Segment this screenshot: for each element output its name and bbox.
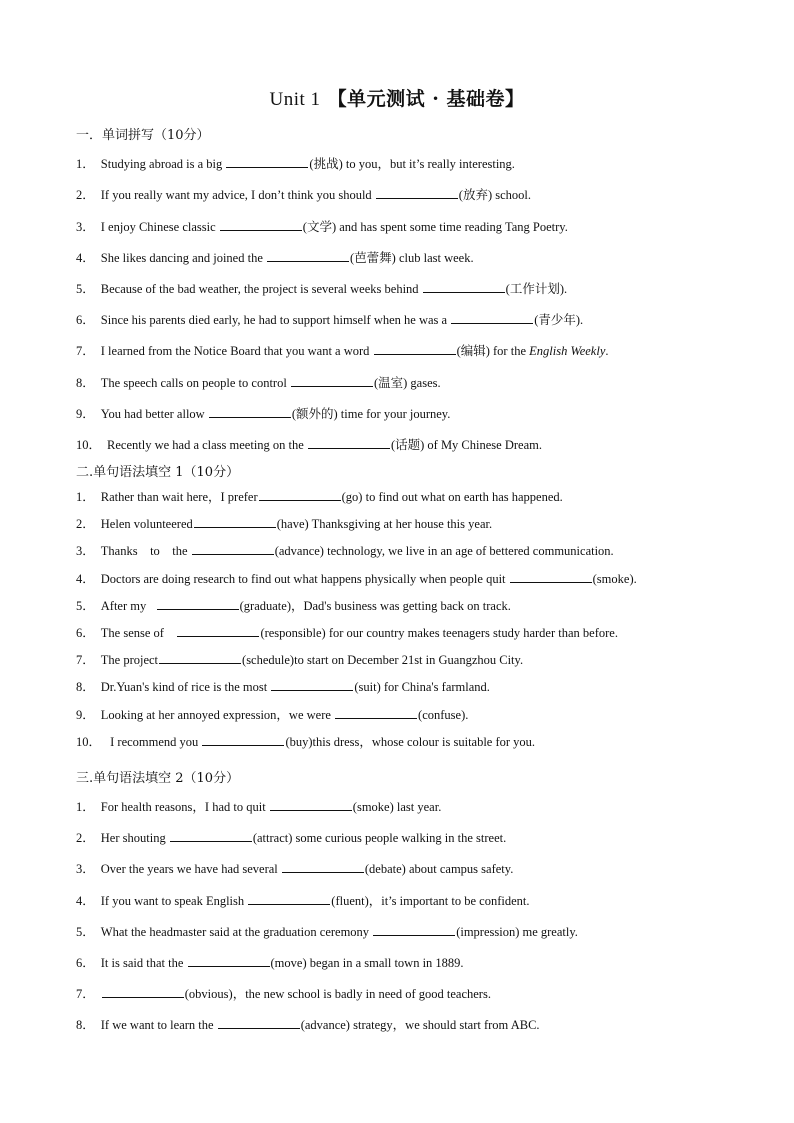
- question-number: 5．: [76, 282, 95, 296]
- question-prefix: After my: [100, 599, 156, 613]
- answer-blank[interactable]: [102, 985, 184, 998]
- question-item: [76, 985, 491, 1002]
- question-prefix: Thanks to the: [100, 544, 191, 558]
- question-hint: (温室): [373, 376, 408, 390]
- question-suffix: strategy，we should start from ABC.: [349, 1018, 540, 1032]
- question-hint: (suit): [354, 680, 381, 694]
- question-prefix: You had better allow: [100, 407, 208, 421]
- question-suffix: .: [580, 313, 584, 327]
- answer-blank[interactable]: [159, 651, 241, 664]
- question-suffix: to start on December 21st in Guangzhou City.: [294, 653, 524, 667]
- title-subtitle: 【单元测试 · 基础卷】: [327, 88, 525, 110]
- question-prefix: Since his parents died early, he had to support himself when he was a: [100, 313, 451, 327]
- question-prefix: Dr.Yuan's kind of rice is the most: [100, 680, 271, 694]
- question-prefix: If you really want my advice, I don’t think you should: [100, 188, 375, 202]
- answer-blank[interactable]: [220, 218, 302, 231]
- question-prefix: What the headmaster said at the graduation ceremony: [100, 925, 373, 939]
- question-number: 8．: [76, 680, 95, 694]
- question-suffix-end: .: [605, 344, 609, 358]
- question-item: [76, 542, 614, 559]
- answer-blank[interactable]: [451, 311, 533, 324]
- question-hint: (buy): [285, 735, 313, 749]
- question-suffix: gases.: [407, 376, 441, 390]
- question-prefix: If we want to learn the: [100, 1018, 217, 1032]
- question-item: [76, 892, 530, 909]
- question-hint: (smoke): [352, 800, 394, 814]
- question-hint: (文学): [302, 220, 337, 234]
- question-number: 7．: [76, 987, 95, 1001]
- question-item: [76, 311, 583, 328]
- question-suffix: for the: [489, 344, 530, 358]
- question-item: [76, 405, 450, 422]
- question-number: 2．: [76, 517, 95, 531]
- answer-blank[interactable]: [209, 405, 291, 418]
- question-item: [76, 954, 464, 971]
- question-suffix: .: [465, 708, 469, 722]
- question-hint: (放弃): [458, 188, 493, 202]
- question-number: 4．: [76, 894, 95, 908]
- question-number: 9．: [76, 407, 95, 421]
- answer-blank[interactable]: [192, 542, 274, 555]
- question-hint: (schedule): [242, 653, 295, 667]
- question-number: 6．: [76, 956, 95, 970]
- question-hint: (graduate): [239, 599, 291, 613]
- question-hint: (挑战): [309, 157, 343, 171]
- question-item: [76, 155, 515, 172]
- question-suffix: Thanksgiving at her house this year.: [308, 517, 493, 531]
- question-item: [76, 488, 563, 505]
- question-prefix: If you want to speak English: [100, 894, 248, 908]
- question-prefix: The sense of: [100, 626, 177, 640]
- question-suffix: this dress，whose colour is suitable for you.: [312, 735, 536, 749]
- question-prefix: It is said that the: [100, 956, 187, 970]
- question-number: 6．: [76, 626, 95, 640]
- question-prefix: Looking at her annoyed expression，we were: [100, 708, 335, 722]
- question-item: [76, 706, 468, 723]
- question-number: 5．: [76, 925, 95, 939]
- question-hint: (编辑): [456, 344, 490, 358]
- answer-blank[interactable]: [202, 733, 284, 746]
- question-number: 3．: [76, 862, 95, 876]
- question-number: 5．: [76, 599, 95, 613]
- question-number: 7．: [76, 653, 95, 667]
- section-heading: 二.单句语法填空 1（10分）: [76, 465, 240, 480]
- page-title: [0, 84, 794, 111]
- answer-blank[interactable]: [282, 860, 364, 873]
- question-item: [76, 829, 506, 846]
- answer-blank[interactable]: [194, 515, 276, 528]
- question-hint: (advance): [274, 544, 324, 558]
- question-number: 10．: [76, 735, 102, 749]
- question-hint: (工作计划): [505, 282, 564, 296]
- answer-blank[interactable]: [170, 829, 252, 842]
- question-number: 1．: [76, 490, 95, 504]
- question-suffix: for China's farmland.: [380, 680, 490, 694]
- question-hint: (青少年): [534, 313, 581, 327]
- question-number: 2．: [76, 188, 95, 202]
- question-suffix: and has spent some time reading Tang Poetry.: [336, 220, 568, 234]
- question-hint: (have): [276, 517, 309, 531]
- question-item: [76, 597, 511, 614]
- question-item: [76, 798, 441, 815]
- question-suffix: .: [633, 572, 637, 586]
- question-hint: (go): [341, 490, 363, 504]
- title-unit: Unit 1: [269, 89, 321, 110]
- answer-blank[interactable]: [373, 923, 455, 936]
- question-suffix: ，it’s important to be confident.: [368, 894, 530, 908]
- question-item: [76, 570, 637, 587]
- question-item: [76, 280, 567, 297]
- question-hint: (obvious): [184, 987, 233, 1001]
- question-suffix: me greatly.: [519, 925, 578, 939]
- question-suffix: ，the new school is badly in need of good teachers.: [232, 987, 491, 1001]
- question-item: [76, 218, 568, 235]
- question-item: [76, 515, 492, 532]
- question-suffix: ，Dad's business was getting back on track.: [290, 599, 511, 613]
- question-suffix: began in a small town in 1889.: [306, 956, 464, 970]
- question-number: 2．: [76, 831, 95, 845]
- question-item: [76, 1016, 540, 1033]
- question-suffix: about campus safety.: [405, 862, 514, 876]
- question-prefix: Studying abroad is a big: [100, 157, 226, 171]
- answer-blank[interactable]: [376, 186, 458, 199]
- answer-blank[interactable]: [157, 597, 239, 610]
- question-item: [76, 374, 441, 391]
- section-heading: 三.单句语法填空 2（10分）: [76, 771, 240, 786]
- question-prefix: Rather than wait here，I prefer: [100, 490, 258, 504]
- question-number: 6．: [76, 313, 95, 327]
- answer-blank[interactable]: [374, 342, 456, 355]
- question-item: [76, 249, 474, 266]
- question-suffix: .: [564, 282, 568, 296]
- question-suffix: of My Chinese Dream.: [424, 438, 542, 452]
- question-prefix: I enjoy Chinese classic: [100, 220, 219, 234]
- question-suffix: school.: [492, 188, 532, 202]
- answer-blank[interactable]: [308, 436, 390, 449]
- question-suffix: to you，but it’s really interesting.: [342, 157, 515, 171]
- question-number: 8．: [76, 376, 95, 390]
- answer-blank[interactable]: [218, 1016, 300, 1029]
- answer-blank[interactable]: [510, 570, 592, 583]
- question-item: [76, 436, 542, 453]
- question-prefix: Helen volunteered: [100, 517, 193, 531]
- question-prefix: The project: [100, 653, 159, 667]
- question-number: 7．: [76, 344, 95, 358]
- question-item: [76, 860, 513, 877]
- question-hint: (move): [270, 956, 307, 970]
- question-item: [76, 733, 535, 750]
- answer-blank[interactable]: [271, 678, 353, 691]
- question-item: [76, 651, 523, 668]
- question-item: [76, 342, 609, 359]
- question-hint: (芭蕾舞): [350, 251, 396, 265]
- answer-blank[interactable]: [259, 488, 341, 501]
- question-suffix: to find out what on earth has happened.: [362, 490, 563, 504]
- question-number: 1．: [76, 157, 95, 171]
- question-prefix: Doctors are doing research to find out what happens physically when people quit: [100, 572, 509, 586]
- question-number: 1．: [76, 800, 95, 814]
- question-number: 4．: [76, 572, 95, 586]
- question-hint: (话题): [390, 438, 425, 452]
- question-prefix: I learned from the Notice Board that you want a word: [100, 344, 373, 358]
- question-prefix: She likes dancing and joined the: [100, 251, 267, 265]
- question-hint: (confuse): [418, 708, 466, 722]
- answer-blank[interactable]: [423, 280, 505, 293]
- question-prefix: The speech calls on people to control: [100, 376, 290, 390]
- answer-blank[interactable]: [226, 155, 308, 168]
- question-prefix: Her shouting: [100, 831, 169, 845]
- answer-blank[interactable]: [177, 624, 259, 637]
- question-prefix: Recently we had a class meeting on the: [107, 438, 307, 452]
- question-number: 3．: [76, 220, 95, 234]
- question-hint: (attract): [252, 831, 293, 845]
- question-suffix: time for your journey.: [337, 407, 451, 421]
- answer-blank[interactable]: [270, 798, 352, 811]
- question-hint: (fluent): [331, 894, 369, 908]
- question-hint: (额外的): [291, 407, 338, 421]
- question-suffix: for our country makes teenagers study harder than before.: [325, 626, 618, 640]
- question-hint: (debate): [364, 862, 406, 876]
- question-number: 8．: [76, 1018, 95, 1032]
- question-number: 4．: [76, 251, 95, 265]
- question-item: [76, 923, 578, 940]
- answer-blank[interactable]: [335, 706, 417, 719]
- answer-blank[interactable]: [248, 892, 330, 905]
- italic-title: English Weekly: [529, 344, 606, 358]
- question-prefix: I recommend you: [107, 735, 202, 749]
- question-suffix: club last week.: [395, 251, 474, 265]
- section-heading: 一．单词拼写（10分）: [76, 128, 210, 143]
- question-prefix: Because of the bad weather, the project is several weeks behind: [100, 282, 422, 296]
- question-prefix: For health reasons，I had to quit: [100, 800, 269, 814]
- question-suffix: technology, we live in an age of bettered communication.: [323, 544, 614, 558]
- question-item: [76, 624, 618, 641]
- question-item: [76, 186, 531, 203]
- question-number: 3．: [76, 544, 95, 558]
- question-number: 10．: [76, 438, 102, 452]
- answer-blank[interactable]: [291, 374, 373, 387]
- question-item: [76, 678, 490, 695]
- question-suffix: last year.: [393, 800, 442, 814]
- question-hint: (advance): [300, 1018, 350, 1032]
- question-prefix: Over the years we have had several: [100, 862, 281, 876]
- question-number: 9．: [76, 708, 95, 722]
- question-hint: (impression): [456, 925, 520, 939]
- answer-blank[interactable]: [188, 954, 270, 967]
- question-hint: (responsible): [260, 626, 326, 640]
- answer-blank[interactable]: [267, 249, 349, 262]
- question-suffix: some curious people walking in the street.: [292, 831, 507, 845]
- question-hint: (smoke): [592, 572, 634, 586]
